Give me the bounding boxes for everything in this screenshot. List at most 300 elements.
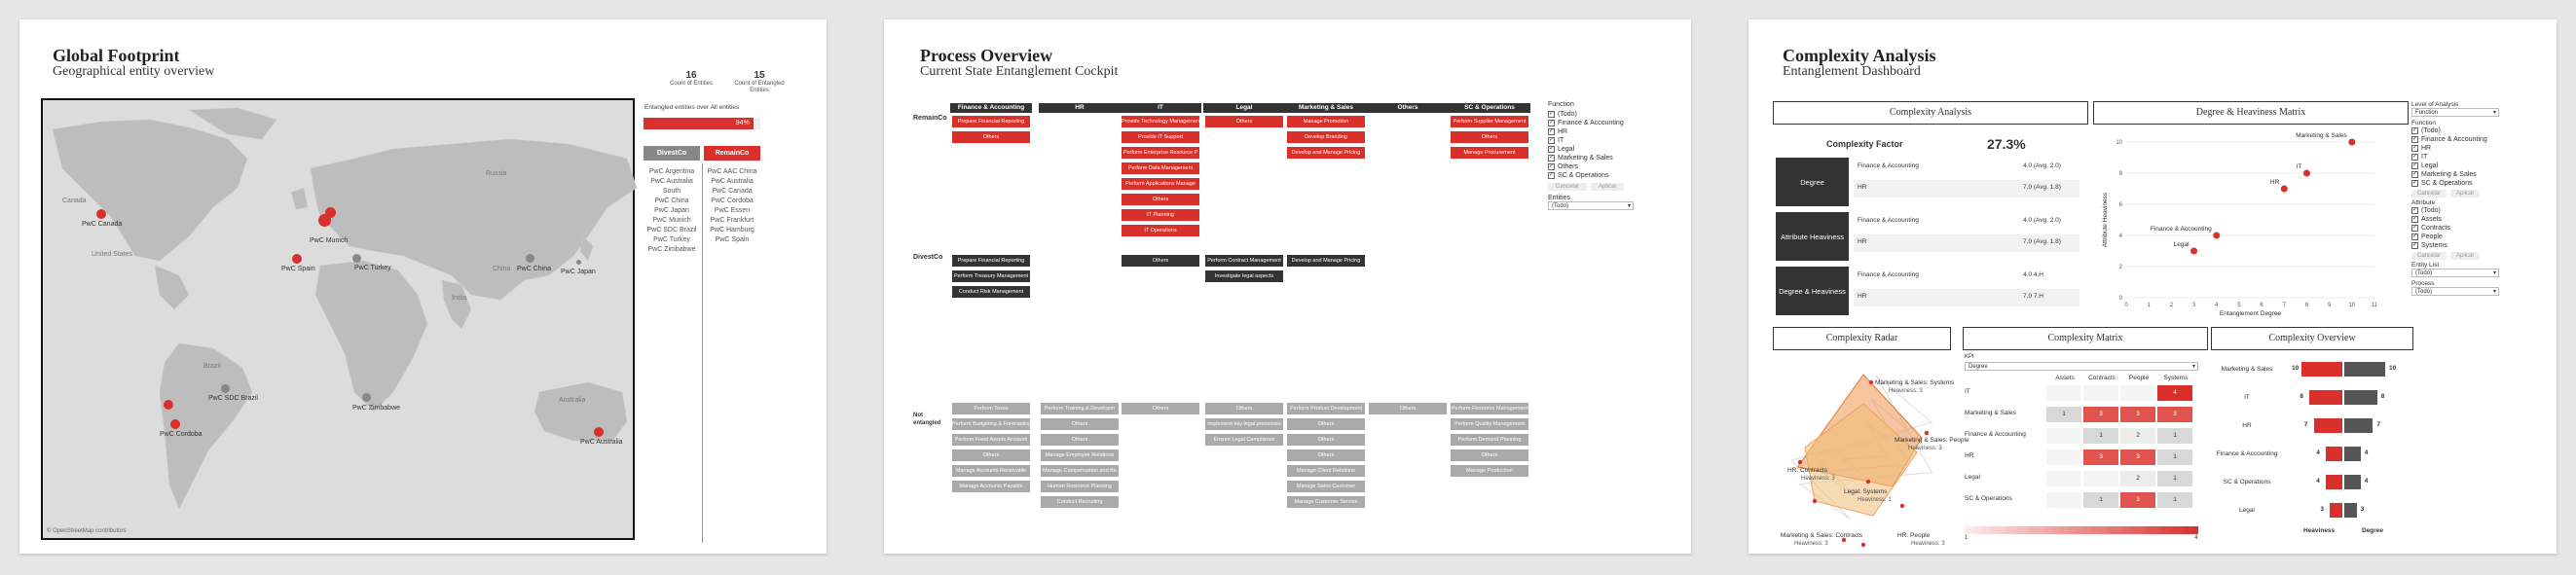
process-box[interactable]: Others: [952, 449, 1030, 461]
filter-option[interactable]: [2411, 144, 2499, 153]
matrix-cell[interactable]: 2: [2120, 471, 2155, 486]
matrix-row-label: Marketing & Sales: [1965, 410, 2016, 416]
x-tick-label: 3: [2191, 303, 2196, 308]
list-item[interactable]: PwC Turkey: [653, 236, 690, 243]
checkbox-icon: ✓: [2412, 145, 2418, 151]
column-header[interactable]: Others: [1367, 103, 1449, 113]
group-row-value: 7.0 7.H: [2023, 293, 2043, 300]
heaviness-bar[interactable]: [2326, 475, 2342, 489]
x-tick-label: 11: [2371, 303, 2378, 308]
radar-point[interactable]: [1869, 380, 1873, 384]
group-label: Degree: [1776, 158, 1849, 206]
list-item[interactable]: PwC Munich: [652, 217, 691, 224]
group-row-value: 7.0 (Avg. 1.8): [2023, 238, 2061, 245]
y-tick-label: 2: [2118, 265, 2122, 270]
filter-option[interactable]: [2411, 170, 2499, 179]
overview-row-label: IT: [2244, 394, 2250, 401]
scatter-point[interactable]: [2303, 170, 2310, 177]
scatter-point-label: HR: [2269, 179, 2280, 186]
global-footprint-card: [19, 19, 827, 554]
degree-value: 8: [2380, 393, 2385, 400]
radar-sublabel: Heaviness: 3: [1911, 541, 1945, 547]
function-label: Function: [2411, 120, 2436, 126]
checkbox-icon: ✓: [2412, 225, 2418, 231]
process-box[interactable]: Manage Production: [1451, 465, 1528, 477]
matrix-row-label: IT: [1965, 388, 1970, 395]
entangled-bar-caption: Entangled entities over All entities: [644, 104, 740, 111]
degree-bar[interactable]: [2344, 503, 2357, 518]
panel-degree-heaviness: Degree & Heaviness Matrix: [2093, 101, 2409, 125]
scatter-point-label: Finance & Accounting: [2150, 226, 2212, 233]
heaviness-value: 7: [2303, 421, 2308, 428]
map-marker-argentina[interactable]: [164, 400, 173, 410]
map-label-spain: PwC Spain: [281, 266, 315, 272]
heaviness-bar[interactable]: [2314, 418, 2342, 433]
process-box[interactable]: Others: [1451, 449, 1528, 461]
degree-bar[interactable]: [2344, 362, 2385, 377]
map-marker-essen[interactable]: [325, 207, 336, 218]
kpi-value: 15: [754, 70, 765, 81]
checkbox-icon: ✓: [2412, 180, 2418, 186]
filter-option-label: Assets: [2421, 216, 2443, 223]
column-header[interactable]: Marketing & Sales: [1285, 103, 1367, 113]
process-box[interactable]: Others: [1122, 194, 1199, 205]
filter-option-label: (Todo): [2421, 207, 2441, 214]
list-item[interactable]: PwC Spain: [715, 236, 750, 243]
filter-option[interactable]: [1548, 171, 1636, 180]
checkbox-icon: ✓: [2412, 242, 2418, 248]
matrix-cell[interactable]: 3: [2120, 492, 2155, 508]
filter-option[interactable]: [1548, 119, 1636, 127]
process-box[interactable]: Others: [1122, 255, 1199, 267]
list-item[interactable]: PwC Zimbabwe: [647, 246, 696, 253]
filter-option[interactable]: [2411, 153, 2499, 162]
process-box[interactable]: Others: [1041, 418, 1119, 430]
radar-point[interactable]: [1866, 480, 1870, 484]
map-label-japan: PwC Japan: [561, 269, 596, 275]
checkbox-icon: ✓: [1549, 137, 1555, 143]
map-label-cordoba: PwC Cordoba: [160, 431, 202, 438]
kpi-label: Count of Entangled Entities: [734, 81, 785, 93]
matrix-cell[interactable]: 4: [2157, 385, 2192, 401]
x-tick-label: 1: [2147, 303, 2151, 308]
process-box[interactable]: Perform Supplier Management: [1451, 116, 1528, 127]
matrix-cell[interactable]: 1: [2046, 407, 2081, 422]
filter-option[interactable]: [1548, 145, 1636, 154]
process-box[interactable]: Others: [1287, 418, 1365, 430]
column-header[interactable]: IT: [1120, 103, 1201, 113]
radar-label: Marketing & Sales: Systems: [1875, 379, 1955, 386]
entangled-bar-pct: 94%: [735, 120, 750, 126]
filter-option[interactable]: [2411, 179, 2499, 188]
matrix-cell[interactable]: 1: [2083, 492, 2118, 508]
region-label-china: China: [493, 266, 511, 272]
matrix-cell[interactable]: 1: [2157, 428, 2192, 444]
filter-option-label: HR: [1558, 128, 1568, 135]
filter-option[interactable]: [2411, 162, 2499, 170]
process-box[interactable]: Manage Procurement: [1451, 147, 1528, 159]
cancel-button[interactable]: Cancelar: [1548, 183, 1587, 191]
map-marker-australia[interactable]: [594, 427, 604, 437]
process-box[interactable]: Develop and Manage Pricing: [1287, 147, 1365, 159]
matrix-cell[interactable]: 2: [2120, 428, 2155, 444]
process-box[interactable]: Provide Technology Management: [1122, 116, 1199, 127]
map-label-australia: PwC Australia: [580, 439, 623, 446]
process-box[interactable]: Others: [1451, 131, 1528, 143]
process-box[interactable]: Perform Training & Developm: [1041, 403, 1119, 414]
heaviness-bar[interactable]: [2330, 503, 2342, 518]
process-box[interactable]: Develop Branding: [1287, 131, 1365, 143]
group-row-label: Finance & Accounting: [1858, 162, 1919, 169]
map-marker-china[interactable]: [526, 254, 534, 263]
process-box[interactable]: Others: [952, 131, 1030, 143]
level-select[interactable]: [2411, 108, 2499, 117]
list-item[interactable]: PwC SDC Brazil: [646, 227, 697, 234]
overview-row-label: HR: [2242, 422, 2252, 429]
process-box[interactable]: Develop and Manage Pricing: [1287, 255, 1365, 267]
filter-option-label: SC & Operations: [2421, 180, 2473, 187]
divestco-entity-list: [644, 167, 700, 255]
map-label-munich: PwC Munich: [310, 237, 349, 244]
matrix-cell[interactable]: [2083, 385, 2118, 401]
process-box[interactable]: Manage Accounts Payable: [952, 481, 1030, 492]
process-box[interactable]: Perform Fixed Assets Accounti: [952, 434, 1030, 446]
heaviness-value: 8: [2300, 393, 2304, 400]
filter-title: Function: [1548, 101, 1574, 108]
x-tick-label: 5: [2237, 303, 2241, 308]
y-tick-label: 8: [2118, 171, 2122, 177]
radar-label: HR: Contracts: [1787, 467, 1827, 474]
page-title: Complexity Analysis: [1783, 46, 1936, 65]
entities-value: (Todo): [1552, 203, 1569, 209]
process-box[interactable]: Perform Enterprise Resource P: [1122, 147, 1199, 159]
panel-complexity-analysis: Complexity Analysis: [1773, 101, 2088, 125]
remainco-header[interactable]: RemainCo: [704, 146, 760, 161]
kpi-select[interactable]: [1965, 362, 2198, 371]
scatter-point-label: Legal: [2173, 241, 2190, 248]
degree-bar[interactable]: [2344, 418, 2373, 433]
matrix-row-label: HR: [1965, 452, 1974, 459]
degree-heaviness-scatter[interactable]: [2099, 134, 2391, 339]
map-label-sdc-brazil: PwC SDC Brazil: [208, 395, 258, 402]
map-marker-sdc-brazil[interactable]: [221, 384, 230, 393]
matrix-cell[interactable]: 3: [2083, 407, 2118, 422]
list-item[interactable]: PwC Argentina: [648, 168, 695, 175]
overview-row-label: Finance & Accounting: [2216, 450, 2278, 457]
matrix-cell[interactable]: 1: [2157, 449, 2192, 465]
region-label-brazil: Brazil: [203, 363, 221, 370]
checkbox-icon: ✓: [1549, 172, 1555, 178]
process-box[interactable]: Manage Accounts Receivable: [952, 465, 1030, 477]
filter-option-label: (Todo): [1558, 111, 1577, 118]
checkbox-icon: ✓: [2412, 127, 2418, 133]
overview-row-label: Marketing & Sales: [2221, 366, 2273, 373]
group-row-bg: [1854, 289, 2079, 306]
cancel-button[interactable]: Cancelar: [2411, 190, 2447, 198]
radar-sublabel: Heaviness: 3: [1889, 388, 1923, 394]
region-label-canada: Canada: [62, 198, 87, 204]
overview-row-label: SC & Operations: [2223, 479, 2271, 485]
process-box[interactable]: Manage Compensation and Be: [1041, 465, 1119, 477]
heaviness-bar[interactable]: [2301, 362, 2342, 377]
process-box[interactable]: Manage Employee Relations: [1041, 449, 1119, 461]
region-label-australia: Australia: [559, 397, 586, 404]
kpi-label: Count of Entities: [669, 81, 714, 87]
list-item[interactable]: PwC Japan: [654, 207, 689, 214]
process-box[interactable]: Investigate legal aspects: [1205, 270, 1283, 282]
filter-option[interactable]: [2411, 126, 2499, 135]
process-box[interactable]: Others: [1041, 434, 1119, 446]
degree-bar[interactable]: [2344, 475, 2361, 489]
radar-sublabel: Heaviness: 3: [1801, 476, 1835, 482]
radar-point[interactable]: [1798, 460, 1802, 464]
degree-value: 3: [2360, 506, 2365, 513]
matrix-cell[interactable]: 3: [2120, 449, 2155, 465]
list-item[interactable]: PwC China: [654, 198, 689, 204]
apply-button[interactable]: Aplicar: [2450, 190, 2480, 198]
column-header[interactable]: Finance & Accounting: [950, 103, 1032, 113]
apply-button[interactable]: Aplicar: [2450, 252, 2480, 260]
checkbox-icon: ✓: [1549, 146, 1555, 152]
y-tick-label: 4: [2118, 234, 2122, 239]
group-label: Attribute Heaviness: [1776, 212, 1849, 261]
radar-point[interactable]: [1925, 431, 1929, 435]
y-axis-label: Attribute Heaviness: [2102, 192, 2109, 248]
column-header[interactable]: Legal: [1203, 103, 1285, 113]
matrix-cell[interactable]: 1: [2083, 428, 2118, 444]
process-box[interactable]: Ensure Legal Compliance: [1205, 434, 1283, 446]
list-item[interactable]: PwC Canada: [712, 188, 753, 195]
scatter-point[interactable]: [2348, 139, 2355, 146]
map-marker-japan[interactable]: [576, 260, 581, 265]
matrix-cell[interactable]: 1: [2157, 492, 2192, 508]
process-select[interactable]: [2411, 287, 2499, 296]
filter-option[interactable]: [2411, 135, 2499, 144]
map-area[interactable]: [41, 98, 635, 540]
entities-select[interactable]: [1548, 201, 1634, 210]
process-box[interactable]: Human Resource Planning: [1041, 481, 1119, 492]
panel-complexity-matrix: Complexity Matrix: [1963, 327, 2208, 350]
entity-value: (Todo): [2415, 270, 2433, 276]
checkbox-icon: ✓: [2412, 207, 2418, 213]
scatter-point[interactable]: [2281, 186, 2288, 193]
list-item[interactable]: PwC Australia: [711, 178, 754, 185]
process-box[interactable]: IT Operations: [1122, 225, 1199, 236]
matrix-cell[interactable]: 1: [2157, 471, 2192, 486]
heaviness-value: 4: [2316, 449, 2320, 456]
checkbox-icon: ✓: [1549, 155, 1555, 161]
filter-option[interactable]: [1548, 110, 1636, 119]
radar-sublabel: Heaviness: 3: [1908, 446, 1942, 451]
filter-option[interactable]: [2411, 224, 2499, 233]
column-header[interactable]: SC & Operations: [1449, 103, 1530, 113]
map-label-turkey: PwC Turkey: [354, 265, 391, 271]
process-box[interactable]: Manage Customer Service: [1287, 496, 1365, 508]
filter-list: [1548, 110, 1636, 180]
filter-option[interactable]: [1548, 136, 1636, 145]
process-box[interactable]: Others: [1287, 434, 1365, 446]
process-box[interactable]: Perform Taxes: [952, 403, 1030, 414]
filter-option-label: Others: [1558, 163, 1579, 170]
process-box[interactable]: Conduct Recruiting: [1041, 496, 1119, 508]
process-box[interactable]: Perform Contract Management: [1205, 255, 1283, 267]
matrix-cell[interactable]: [2046, 492, 2081, 508]
column-header[interactable]: HR: [1039, 103, 1121, 113]
process-box[interactable]: Perform Budgeting & Forecasting: [952, 418, 1030, 430]
map-marker-zimbabwe[interactable]: [362, 393, 371, 402]
panel-complexity-overview: Complexity Overview: [2211, 327, 2413, 350]
filter-option-label: IT: [2421, 154, 2428, 161]
degree-bar[interactable]: [2344, 447, 2361, 461]
filter-option[interactable]: [2411, 215, 2499, 224]
heaviness-bar[interactable]: [2309, 390, 2342, 405]
process-box[interactable]: Prepare Financial Reporting: [952, 255, 1030, 267]
process-box[interactable]: Others: [1122, 403, 1199, 414]
attribute-filter-list: [2411, 206, 2499, 250]
process-box[interactable]: Perform Applications Manage: [1122, 178, 1199, 190]
list-item[interactable]: PwC AAC China: [707, 168, 757, 175]
remainco-entity-list: [704, 167, 760, 245]
filter-option[interactable]: [2411, 206, 2499, 215]
process-box[interactable]: Conduct Risk Management: [952, 286, 1030, 298]
scatter-point[interactable]: [2213, 233, 2220, 239]
list-item[interactable]: PwC Cordoba: [711, 198, 754, 204]
entities-label: Entities: [1548, 195, 1570, 201]
scatter-point-label: Marketing & Sales: [2296, 132, 2347, 139]
matrix-cell[interactable]: 3: [2083, 449, 2118, 465]
process-box[interactable]: Manage Client Relations: [1287, 465, 1365, 477]
process-box[interactable]: Perform Treasury Management: [952, 270, 1030, 282]
radar-label: Legal: Systems: [1844, 488, 1888, 495]
list-item[interactable]: PwC Essen: [714, 207, 751, 214]
map-marker-turkey[interactable]: [352, 254, 361, 263]
scatter-point[interactable]: [2190, 248, 2197, 255]
function-filter: [1548, 101, 1636, 210]
process-box[interactable]: Manage Sales Customer: [1287, 481, 1365, 492]
entity-select[interactable]: [2411, 269, 2499, 277]
kpi-count-entities: [657, 70, 725, 87]
x-tick-label: 0: [2124, 303, 2128, 308]
legend-min: 1: [1965, 535, 1969, 541]
checkbox-icon: ✓: [2412, 171, 2418, 177]
filter-option-label: IT: [1558, 137, 1564, 144]
checkbox-icon: ✓: [2412, 234, 2418, 239]
matrix-cell[interactable]: [2046, 471, 2081, 486]
process-box[interactable]: IT Planning: [1122, 209, 1199, 221]
matrix-cell[interactable]: [2046, 428, 2081, 444]
process-box[interactable]: Manage Promotion: [1287, 116, 1365, 127]
map-marker-cordoba[interactable]: [170, 419, 180, 429]
radar-point[interactable]: [1861, 543, 1865, 547]
heaviness-value: 4: [2316, 478, 2320, 485]
process-box[interactable]: Others: [1369, 403, 1447, 414]
radar-point[interactable]: [1900, 504, 1904, 508]
list-item[interactable]: PwC Hamburg: [710, 227, 754, 234]
matrix-row-label: Finance & Accounting: [1965, 431, 2026, 438]
process-box[interactable]: Implement key legal processes: [1205, 418, 1283, 430]
group-row-value: 7.0 (Avg. 1.8): [2023, 184, 2061, 191]
process-box[interactable]: Perform Quality Management: [1451, 418, 1528, 430]
radar-label: HR: People: [1897, 532, 1931, 539]
level-label: Level of Analysis: [2411, 101, 2459, 108]
degree-value: 7: [2376, 421, 2381, 428]
chevron-down-icon: ▾: [2191, 364, 2195, 370]
heaviness-bar[interactable]: [2326, 447, 2342, 461]
divestco-header[interactable]: DivestCo: [644, 146, 700, 161]
filter-option-label: HR: [2421, 145, 2432, 152]
region-label-russia: Russia: [486, 170, 507, 177]
process-box[interactable]: Others: [1205, 403, 1283, 414]
matrix-row-label: Legal: [1965, 474, 1980, 481]
process-box[interactable]: Provide IT Support: [1122, 131, 1199, 143]
filter-option-label: Marketing & Sales: [2421, 171, 2477, 178]
filter-option-label: People: [2421, 234, 2443, 240]
process-box[interactable]: Others: [1205, 116, 1283, 127]
degree-bar[interactable]: [2344, 390, 2377, 405]
map-marker-spain[interactable]: [292, 254, 302, 264]
chevron-down-icon: ▾: [2492, 289, 2496, 295]
cancel-button[interactable]: Cancelar: [2411, 252, 2447, 260]
group-row-label: HR: [1858, 293, 1867, 300]
filter-option[interactable]: [2411, 241, 2499, 250]
map-label-china: PwC China: [517, 266, 552, 272]
matrix-cell[interactable]: [2046, 385, 2081, 401]
list-item[interactable]: PwC Frankfurt: [710, 217, 754, 224]
page-subtitle: Entanglement Dashboard: [1783, 64, 1921, 79]
filter-option[interactable]: [1548, 154, 1636, 162]
group-row-label: HR: [1858, 184, 1867, 191]
matrix-cell[interactable]: [2120, 385, 2155, 401]
map-marker-canada[interactable]: [96, 209, 106, 219]
checkbox-icon: ✓: [2412, 162, 2418, 168]
matrix-col-header: Assets: [2055, 375, 2075, 381]
list-item[interactable]: PwC Australia South: [650, 178, 693, 195]
matrix-cell[interactable]: [2046, 449, 2081, 465]
process-box[interactable]: Others: [1287, 449, 1365, 461]
y-tick-label: 6: [2118, 202, 2122, 208]
checkbox-icon: ✓: [1549, 120, 1555, 126]
process-box[interactable]: Perform Resource Management: [1451, 403, 1528, 414]
filter-option[interactable]: [1548, 162, 1636, 171]
chevron-down-icon: ▾: [2492, 270, 2496, 276]
group-label: Degree & Heaviness: [1776, 267, 1849, 315]
matrix-row-label: SC & Operations: [1965, 495, 2012, 502]
page-title: Global Footprint: [53, 46, 180, 65]
x-tick-label: 7: [2282, 303, 2286, 308]
kpi-value: 16: [685, 70, 697, 81]
y-tick-label: 10: [2116, 140, 2122, 146]
kpi-count-entangled: [725, 70, 793, 94]
kpi-value: Degree: [1969, 364, 1988, 370]
radar-point[interactable]: [1813, 499, 1817, 503]
matrix-cell[interactable]: [2083, 471, 2118, 486]
matrix-cell[interactable]: 3: [2120, 407, 2155, 422]
apply-button[interactable]: Aplicar: [1591, 183, 1624, 191]
x-tick-label: 6: [2260, 303, 2263, 308]
process-box[interactable]: Perform Product Development: [1287, 403, 1365, 414]
matrix-cell[interactable]: 3: [2157, 407, 2192, 422]
kpi-label: KPI: [1965, 354, 1974, 360]
process-box[interactable]: Perform Data Management: [1122, 162, 1199, 174]
map-label-canada: PwC Canada: [82, 221, 123, 228]
x-tick-label: 10: [2348, 303, 2356, 308]
process-box[interactable]: Prepare Financial Reporting: [952, 116, 1030, 127]
filter-option[interactable]: [2411, 233, 2499, 241]
map-attribution: © OpenStreetMap contributors: [47, 528, 127, 534]
process-box[interactable]: Perform Demand Planning: [1451, 434, 1528, 446]
checkbox-icon: ✓: [2412, 136, 2418, 142]
filter-option[interactable]: [1548, 127, 1636, 136]
